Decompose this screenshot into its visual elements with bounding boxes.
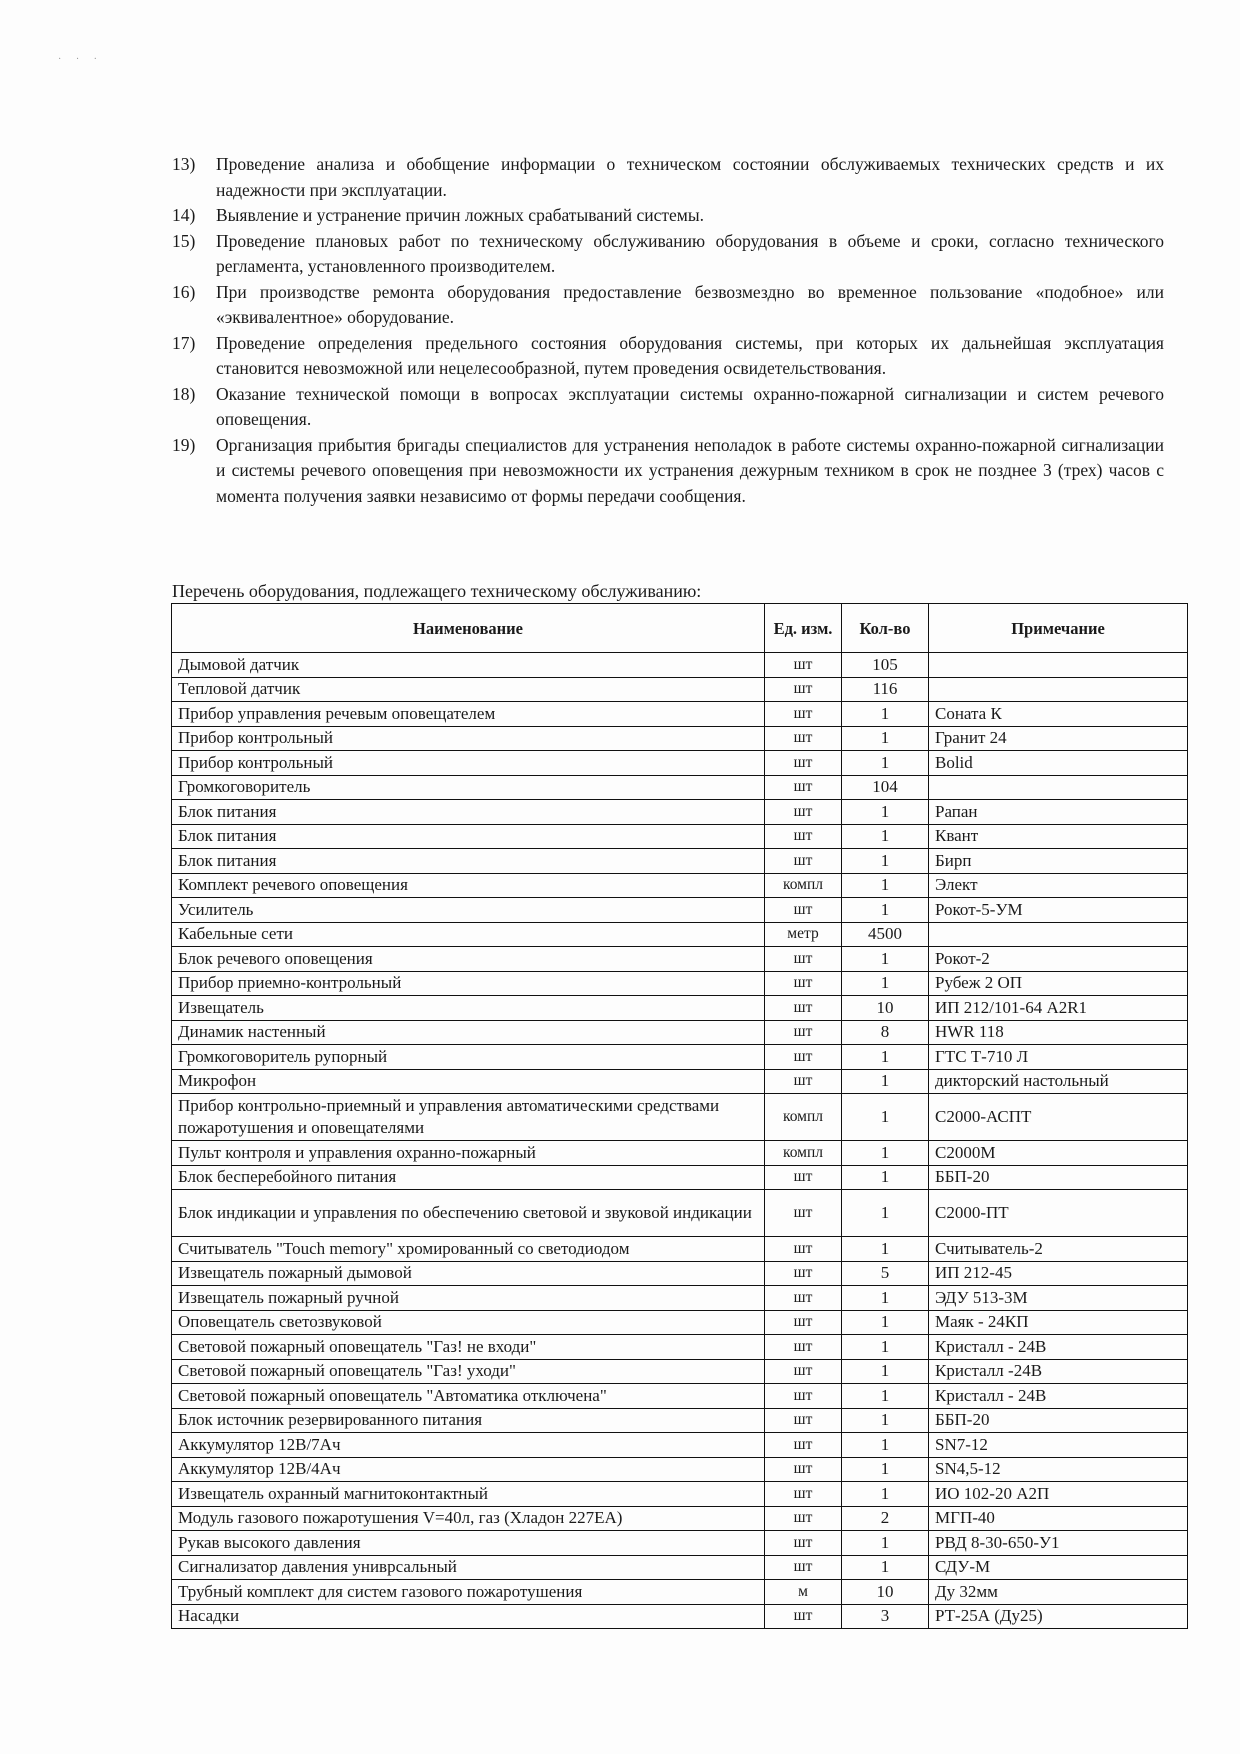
table-row bbox=[172, 1286, 1188, 1311]
cell-qty: 1 bbox=[842, 1408, 929, 1433]
table-row bbox=[172, 1020, 1188, 1045]
cell-qty: 1 bbox=[842, 849, 929, 874]
cell-name: Световой пожарный оповещатель "Газ! не входи" bbox=[172, 1335, 765, 1360]
cell-name: Извещатель bbox=[172, 996, 765, 1021]
cell-note: Кристалл - 24В bbox=[929, 1384, 1188, 1409]
cell-name: Извещатель пожарный ручной bbox=[172, 1286, 765, 1311]
table-row bbox=[172, 1141, 1188, 1166]
cell-note: Рубеж 2 ОП bbox=[929, 971, 1188, 996]
cell-qty: 1 bbox=[842, 1286, 929, 1311]
header-qty: Кол-во bbox=[842, 604, 929, 653]
cell-unit: шт bbox=[765, 1359, 842, 1384]
table-row bbox=[172, 922, 1188, 947]
cell-name: Кабельные сети bbox=[172, 922, 765, 947]
cell-qty: 1 bbox=[842, 1384, 929, 1409]
list-item bbox=[172, 433, 1164, 510]
cell-name: Оповещатель светозвуковой bbox=[172, 1310, 765, 1335]
cell-note: Bolid bbox=[929, 751, 1188, 776]
cell-qty: 1 bbox=[842, 1359, 929, 1384]
table-row bbox=[172, 1506, 1188, 1531]
cell-unit: шт bbox=[765, 1482, 842, 1507]
table-row bbox=[172, 1531, 1188, 1556]
list-item bbox=[172, 229, 1164, 280]
cell-note: Элект bbox=[929, 873, 1188, 898]
cell-note: Гранит 24 bbox=[929, 726, 1188, 751]
table-row bbox=[172, 1190, 1188, 1237]
cell-qty: 1 bbox=[842, 1433, 929, 1458]
cell-unit: шт bbox=[765, 726, 842, 751]
cell-name: Комплект речевого оповещения bbox=[172, 873, 765, 898]
cell-qty: 105 bbox=[842, 653, 929, 678]
cell-note: ГТС Т-710 Л bbox=[929, 1045, 1188, 1070]
list-item bbox=[172, 203, 1164, 229]
table-row bbox=[172, 1580, 1188, 1605]
table-row bbox=[172, 775, 1188, 800]
cell-note: С2000-ПТ bbox=[929, 1190, 1188, 1237]
cell-unit: шт bbox=[765, 947, 842, 972]
item-text: Оказание технической помощи в вопросах эксплуатации системы охранно-пожарной сигнализации и систем речевого оповещения. bbox=[216, 383, 1164, 429]
table-row bbox=[172, 653, 1188, 678]
cell-qty: 1 bbox=[842, 898, 929, 923]
cell-qty: 1 bbox=[842, 824, 929, 849]
cell-name: Тепловой датчик bbox=[172, 677, 765, 702]
cell-name: Микрофон bbox=[172, 1069, 765, 1094]
cell-note: ЭДУ 513-3М bbox=[929, 1286, 1188, 1311]
table-row bbox=[172, 947, 1188, 972]
list-item bbox=[172, 331, 1164, 382]
cell-note: МГП-40 bbox=[929, 1506, 1188, 1531]
item-text: Выявление и устранение причин ложных срабатываний системы. bbox=[216, 205, 705, 225]
cell-name: Громкоговоритель bbox=[172, 775, 765, 800]
cell-qty: 8 bbox=[842, 1020, 929, 1045]
numbered-list bbox=[172, 152, 1164, 509]
cell-qty: 1 bbox=[842, 726, 929, 751]
cell-unit: шт bbox=[765, 824, 842, 849]
cell-name: Блок речевого оповещения bbox=[172, 947, 765, 972]
table-row bbox=[172, 1310, 1188, 1335]
cell-note: Бирп bbox=[929, 849, 1188, 874]
item-number: 18) bbox=[172, 383, 196, 404]
cell-note: Соната К bbox=[929, 702, 1188, 727]
cell-unit: шт bbox=[765, 1237, 842, 1262]
cell-name: Блок питания bbox=[172, 849, 765, 874]
table-row bbox=[172, 1384, 1188, 1409]
item-number: 15) bbox=[172, 230, 196, 251]
cell-qty: 1 bbox=[842, 873, 929, 898]
item-text: Проведение анализа и обобщение информации о техническом состоянии обслуживаемых технических средств и их надежности при эксплуатации. bbox=[216, 154, 1164, 200]
cell-qty: 1 bbox=[842, 1190, 929, 1237]
cell-unit: шт bbox=[765, 898, 842, 923]
cell-unit: компл bbox=[765, 1094, 842, 1141]
table-row bbox=[172, 1335, 1188, 1360]
table-row bbox=[172, 1457, 1188, 1482]
cell-note bbox=[929, 775, 1188, 800]
cell-note: SN4,5-12 bbox=[929, 1457, 1188, 1482]
scan-artifact: · · · bbox=[58, 54, 103, 65]
cell-name: Прибор управления речевым оповещателем bbox=[172, 702, 765, 727]
cell-qty: 1 bbox=[842, 751, 929, 776]
cell-qty: 1 bbox=[842, 1165, 929, 1190]
cell-unit: шт bbox=[765, 1310, 842, 1335]
table-row bbox=[172, 1433, 1188, 1458]
cell-unit: шт bbox=[765, 1555, 842, 1580]
equipment-table bbox=[171, 603, 1188, 1629]
cell-qty: 116 bbox=[842, 677, 929, 702]
cell-qty: 10 bbox=[842, 1580, 929, 1605]
list-item bbox=[172, 382, 1164, 433]
table-row bbox=[172, 1555, 1188, 1580]
cell-note: ИО 102-20 А2П bbox=[929, 1482, 1188, 1507]
cell-note: дикторский настольный bbox=[929, 1069, 1188, 1094]
table-row bbox=[172, 824, 1188, 849]
cell-note bbox=[929, 677, 1188, 702]
table-row bbox=[172, 1604, 1188, 1629]
cell-name: Сигнализатор давления униврсальный bbox=[172, 1555, 765, 1580]
cell-note: С2000М bbox=[929, 1141, 1188, 1166]
cell-unit: шт bbox=[765, 1335, 842, 1360]
header-unit: Ед. изм. bbox=[765, 604, 842, 653]
item-text: Организация прибытия бригады специалистов для устранения неполадок в работе системы охранно-пожарной сигнализации и системы речевого оповещения при невозможности их устранения дежурным техником в срок не позднее 3 (трех) часов с момента получения заявки независимо от формы передачи сообщения. bbox=[216, 434, 1164, 506]
cell-qty: 4500 bbox=[842, 922, 929, 947]
cell-qty: 1 bbox=[842, 1335, 929, 1360]
cell-note: Считыватель-2 bbox=[929, 1237, 1188, 1262]
cell-name: Аккумулятор 12В/4Ач bbox=[172, 1457, 765, 1482]
cell-name: Извещатель охранный магнитоконтактный bbox=[172, 1482, 765, 1507]
cell-note: РТ-25А (Ду25) bbox=[929, 1604, 1188, 1629]
cell-unit: шт bbox=[765, 1045, 842, 1070]
cell-unit: шт bbox=[765, 1433, 842, 1458]
cell-qty: 10 bbox=[842, 996, 929, 1021]
table-row bbox=[172, 1237, 1188, 1262]
table-row bbox=[172, 1359, 1188, 1384]
cell-unit: компл bbox=[765, 873, 842, 898]
cell-qty: 5 bbox=[842, 1261, 929, 1286]
cell-name: Модуль газового пожаротушения V=40л, газ (Хладон 227ЕА) bbox=[172, 1506, 765, 1531]
cell-name: Пульт контроля и управления охранно-пожарный bbox=[172, 1141, 765, 1166]
item-number: 14) bbox=[172, 205, 196, 225]
table-row bbox=[172, 1408, 1188, 1433]
cell-note: Рокот-2 bbox=[929, 947, 1188, 972]
table-row bbox=[172, 1094, 1188, 1141]
item-number: 17) bbox=[172, 332, 196, 353]
table-row bbox=[172, 996, 1188, 1021]
cell-name: Блок бесперебойного питания bbox=[172, 1165, 765, 1190]
cell-note: ИП 212/101-64 А2R1 bbox=[929, 996, 1188, 1021]
cell-note: Маяк - 24КП bbox=[929, 1310, 1188, 1335]
table-row bbox=[172, 1482, 1188, 1507]
item-text: При производстве ремонта оборудования предоставление безвозмездно во временное пользование «подобное» или «эквивалентное» оборудование. bbox=[216, 281, 1164, 327]
cell-name: Блок индикации и управления по обеспечению световой и звуковой индикации bbox=[172, 1190, 765, 1237]
cell-name: Световой пожарный оповещатель "Автоматика отключена" bbox=[172, 1384, 765, 1409]
cell-name: Прибор приемно-контрольный bbox=[172, 971, 765, 996]
cell-unit: шт bbox=[765, 1457, 842, 1482]
table-row bbox=[172, 898, 1188, 923]
cell-qty: 1 bbox=[842, 1237, 929, 1262]
cell-note: РВД 8-30-650-У1 bbox=[929, 1531, 1188, 1556]
cell-unit: шт bbox=[765, 849, 842, 874]
table-row bbox=[172, 971, 1188, 996]
cell-qty: 1 bbox=[842, 1531, 929, 1556]
table-row bbox=[172, 873, 1188, 898]
cell-qty: 1 bbox=[842, 1555, 929, 1580]
cell-qty: 2 bbox=[842, 1506, 929, 1531]
table-row bbox=[172, 1261, 1188, 1286]
cell-note: Квант bbox=[929, 824, 1188, 849]
cell-qty: 1 bbox=[842, 1457, 929, 1482]
item-text: Проведение определения предельного состояния оборудования системы, при которых их дальнейшая эксплуатация становится невозможной или нецелесообразной, путем проведения освидетельствования. bbox=[216, 332, 1164, 378]
table-row bbox=[172, 677, 1188, 702]
cell-unit: шт bbox=[765, 1165, 842, 1190]
cell-qty: 1 bbox=[842, 702, 929, 727]
cell-qty: 1 bbox=[842, 971, 929, 996]
cell-note: ББП-20 bbox=[929, 1165, 1188, 1190]
cell-unit: шт bbox=[765, 1069, 842, 1094]
item-text: Проведение плановых работ по техническому обслуживанию оборудования в объеме и сроки, согласно технического регламента, установленного производителем. bbox=[216, 230, 1164, 276]
cell-note: Ду 32мм bbox=[929, 1580, 1188, 1605]
list-item bbox=[172, 280, 1164, 331]
cell-name: Прибор контрольный bbox=[172, 726, 765, 751]
cell-note: Рапан bbox=[929, 800, 1188, 825]
cell-unit: метр bbox=[765, 922, 842, 947]
cell-qty: 1 bbox=[842, 1045, 929, 1070]
table-row bbox=[172, 702, 1188, 727]
table-body bbox=[172, 653, 1188, 1629]
cell-note: СДУ-М bbox=[929, 1555, 1188, 1580]
cell-name: Трубный комплект для систем газового пожаротушения bbox=[172, 1580, 765, 1605]
cell-name: Дымовой датчик bbox=[172, 653, 765, 678]
cell-name: Рукав высокого давления bbox=[172, 1531, 765, 1556]
table-header-row bbox=[172, 604, 1188, 653]
table-row bbox=[172, 751, 1188, 776]
cell-name: Блок питания bbox=[172, 800, 765, 825]
cell-qty: 1 bbox=[842, 800, 929, 825]
cell-unit: шт bbox=[765, 971, 842, 996]
cell-qty: 1 bbox=[842, 1069, 929, 1094]
cell-note: Кристалл -24В bbox=[929, 1359, 1188, 1384]
cell-unit: шт bbox=[765, 1020, 842, 1045]
cell-name: Прибор контрольный bbox=[172, 751, 765, 776]
cell-unit: шт bbox=[765, 775, 842, 800]
table-row bbox=[172, 849, 1188, 874]
cell-qty: 1 bbox=[842, 1482, 929, 1507]
cell-name: Извещатель пожарный дымовой bbox=[172, 1261, 765, 1286]
cell-name: Считыватель "Touch memory" хромированный со светодиодом bbox=[172, 1237, 765, 1262]
cell-unit: шт bbox=[765, 996, 842, 1021]
cell-note bbox=[929, 653, 1188, 678]
cell-unit: шт bbox=[765, 1408, 842, 1433]
cell-qty: 3 bbox=[842, 1604, 929, 1629]
cell-unit: шт bbox=[765, 1261, 842, 1286]
cell-name: Прибор контрольно-приемный и управления автоматическими средствами пожаротушения и оповещателями bbox=[172, 1094, 765, 1141]
cell-unit: шт bbox=[765, 751, 842, 776]
cell-unit: шт bbox=[765, 1190, 842, 1237]
item-number: 19) bbox=[172, 434, 196, 455]
cell-unit: шт bbox=[765, 1506, 842, 1531]
cell-unit: шт bbox=[765, 1286, 842, 1311]
cell-name: Громкоговоритель рупорный bbox=[172, 1045, 765, 1070]
table-caption: Перечень оборудования, подлежащего техническому обслуживанию: bbox=[172, 581, 702, 601]
table-row bbox=[172, 726, 1188, 751]
cell-note: С2000-АСПТ bbox=[929, 1094, 1188, 1141]
cell-note bbox=[929, 922, 1188, 947]
cell-qty: 104 bbox=[842, 775, 929, 800]
cell-name: Блок питания bbox=[172, 824, 765, 849]
cell-unit: шт bbox=[765, 702, 842, 727]
cell-unit: м bbox=[765, 1580, 842, 1605]
cell-name: Аккумулятор 12В/7Ач bbox=[172, 1433, 765, 1458]
cell-unit: шт bbox=[765, 1604, 842, 1629]
table-row bbox=[172, 800, 1188, 825]
cell-note: HWR 118 bbox=[929, 1020, 1188, 1045]
cell-qty: 1 bbox=[842, 1310, 929, 1335]
cell-qty: 1 bbox=[842, 1141, 929, 1166]
item-number: 13) bbox=[172, 154, 196, 174]
cell-unit: шт bbox=[765, 1531, 842, 1556]
cell-note: ББП-20 bbox=[929, 1408, 1188, 1433]
cell-unit: компл bbox=[765, 1141, 842, 1166]
cell-name: Насадки bbox=[172, 1604, 765, 1629]
cell-name: Усилитель bbox=[172, 898, 765, 923]
cell-name: Блок источник резервированного питания bbox=[172, 1408, 765, 1433]
cell-unit: шт bbox=[765, 677, 842, 702]
cell-name: Динамик настенный bbox=[172, 1020, 765, 1045]
cell-note: Рокот-5-УМ bbox=[929, 898, 1188, 923]
cell-qty: 1 bbox=[842, 1094, 929, 1141]
table-row bbox=[172, 1069, 1188, 1094]
cell-name: Световой пожарный оповещатель "Газ! уходи" bbox=[172, 1359, 765, 1384]
cell-qty: 1 bbox=[842, 947, 929, 972]
table-row bbox=[172, 1165, 1188, 1190]
cell-note: ИП 212-45 bbox=[929, 1261, 1188, 1286]
header-note: Примечание bbox=[929, 604, 1188, 653]
cell-note: Кристалл - 24В bbox=[929, 1335, 1188, 1360]
cell-unit: шт bbox=[765, 1384, 842, 1409]
header-name: Наименование bbox=[172, 604, 765, 653]
table-row bbox=[172, 1045, 1188, 1070]
cell-unit: шт bbox=[765, 800, 842, 825]
cell-note: SN7-12 bbox=[929, 1433, 1188, 1458]
item-number: 16) bbox=[172, 281, 196, 302]
list-item bbox=[172, 152, 1164, 203]
cell-unit: шт bbox=[765, 653, 842, 678]
